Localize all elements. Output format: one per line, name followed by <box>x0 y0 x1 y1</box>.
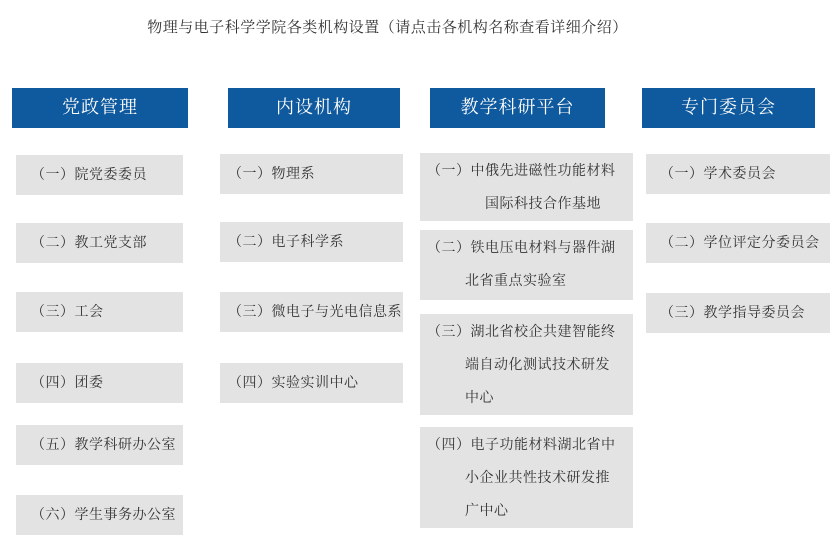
item-microelectronics-optoelectronics-dept[interactable]: （三）微电子与光电信息系 <box>220 292 403 332</box>
item-china-russia-magnetic-materials-base[interactable] <box>420 153 633 221</box>
line-2: 小企业共性技术研发推 <box>465 470 610 486</box>
item-teaching-steering-committee[interactable]: （三）教学指导委员会 <box>646 293 830 333</box>
line-1: （四）电子功能材料湖北省中 <box>427 437 616 453</box>
line-2: 端自动化测试技术研发 <box>465 357 610 373</box>
line-3: 广中心 <box>465 503 509 519</box>
item-party-committee[interactable]: （一）院党委委员 <box>16 155 183 195</box>
header-committees: 专门委员会 <box>642 88 815 128</box>
item-physics-dept[interactable]: （一）物理系 <box>220 154 403 194</box>
line-1: （三）湖北省校企共建智能终 <box>427 324 616 340</box>
item-experiment-training-center[interactable]: （四）实验实训中心 <box>220 363 403 403</box>
header-research-platforms: 教学科研平台 <box>430 88 605 128</box>
header-party-admin: 党政管理 <box>12 88 188 128</box>
item-faculty-party-branch[interactable]: （二）教工党支部 <box>16 223 183 263</box>
header-internal-depts: 内设机构 <box>228 88 400 128</box>
item-labor-union[interactable]: （三）工会 <box>16 292 183 332</box>
item-youth-league[interactable]: （四）团委 <box>16 363 183 403</box>
item-electronic-functional-materials-center[interactable] <box>420 427 633 528</box>
item-intelligent-terminal-testing-center[interactable] <box>420 314 633 415</box>
line-1: （二）铁电压电材料与器件湖 <box>427 240 616 256</box>
item-degree-evaluation-subcommittee[interactable]: （二）学位评定分委员会 <box>646 223 830 263</box>
page-title: 物理与电子科学学院各类机构设置（请点击各机构名称查看详细介绍） <box>147 18 628 36</box>
item-teaching-research-office[interactable]: （五）教学科研办公室 <box>16 425 183 465</box>
item-ferroelectric-piezoelectric-lab[interactable] <box>420 230 633 300</box>
line-1: （一）中俄先进磁性功能材料 <box>427 163 616 179</box>
item-academic-committee[interactable]: （一）学术委员会 <box>646 154 830 194</box>
item-student-affairs-office[interactable]: （六）学生事务办公室 <box>16 495 183 535</box>
line-2: 国际科技合作基地 <box>485 196 601 212</box>
line-2: 北省重点实验室 <box>465 273 567 289</box>
item-electronic-science-dept[interactable]: （二）电子科学系 <box>220 222 403 262</box>
line-3: 中心 <box>465 390 494 406</box>
